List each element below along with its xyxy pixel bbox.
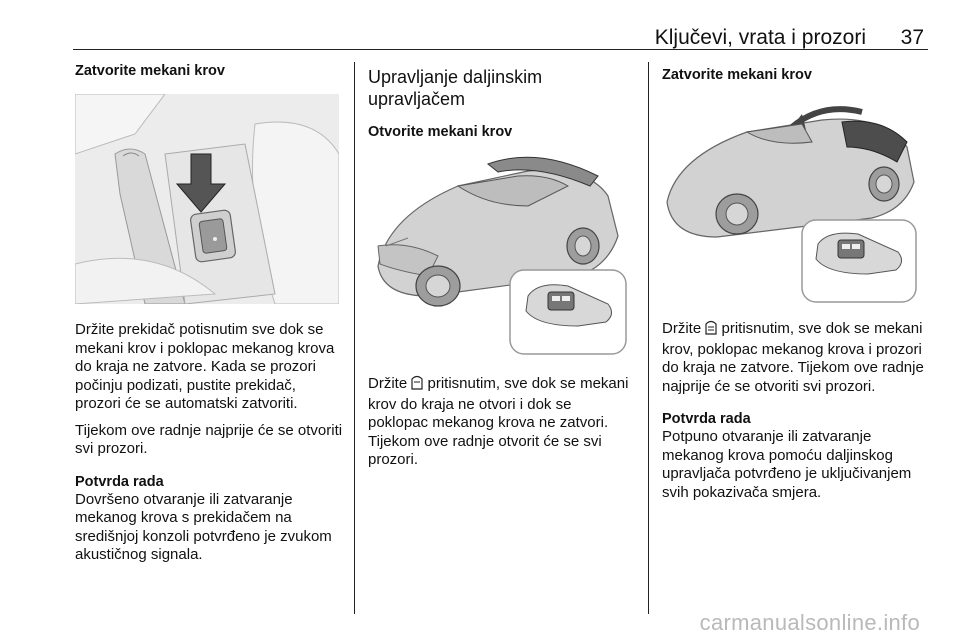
column-left-text <box>75 321 343 565</box>
paragraph <box>662 319 928 396</box>
roof-open-icon <box>411 374 423 396</box>
page-number: 37 <box>900 26 924 49</box>
roof-close-icon <box>705 319 717 341</box>
paragraph-text: Držite <box>368 375 408 392</box>
column-right-text <box>662 319 928 502</box>
column-divider-1 <box>354 62 355 614</box>
chapter-title: Ključevi, vrata i prozori <box>654 26 866 49</box>
paragraph: Dovršeno otvaranje ili zatvaranje mekanog krova s prekidačem na središnjoj konzoli potvrđeno je zvukom akustičnog signala. <box>75 490 332 563</box>
column-divider-2 <box>648 62 649 614</box>
section-heading: upravljačem <box>368 89 466 109</box>
subheading: Potvrda rada <box>662 411 751 427</box>
subheading: Potvrda rada <box>75 473 164 490</box>
paragraph-text: pritisnutim, sve dok se mekani krov, poklopac mekanog krova i prozori do kraja ne zatvore. Tijekom ove radnje najprije će se otvoriti svi prozori. <box>662 320 924 395</box>
column-middle <box>368 66 634 141</box>
paragraph: Potpuno otvaranje ili zatvaranje mekanog krova pomoću daljinskog upravljača potvrđeno je uključivanjem svih pokazivača smjera. <box>662 428 912 501</box>
section-heading: Upravljanje daljinskim <box>368 67 543 87</box>
header-divider <box>73 49 928 50</box>
section-heading: Zatvorite mekani krov <box>662 67 812 83</box>
page-header <box>73 0 928 50</box>
column-left <box>75 62 343 80</box>
paragraph <box>368 374 634 470</box>
car-roof-open-illustration <box>368 146 634 356</box>
paragraph-text: Držite <box>662 320 702 337</box>
paragraph: Tijekom ove radnje najprije će se otvoriti svi prozori. <box>75 421 343 457</box>
column-middle-text <box>368 374 634 470</box>
column-right <box>662 66 928 84</box>
console-switch-illustration <box>75 94 339 304</box>
subheading: Otvorite mekani krov <box>368 124 513 140</box>
car-roof-close-illustration <box>662 92 928 306</box>
paragraph: Držite prekidač potisnutim sve dok se mekani krov i poklopac mekanog krova do kraja ne zatvore. Kada se prozori počinju podizati, pustite prekidač, prozori će se automatski zatvoriti. <box>75 321 335 412</box>
watermark: carmanualsonline.info <box>699 610 920 635</box>
section-heading: Zatvorite mekani krov <box>75 63 225 79</box>
paragraph-text: pritisnutim, sve dok se mekani krov do kraja ne otvori i dok se poklopac mekanog krova ne zatvori. Tijekom ove radnje otvorit će se svi prozori. <box>368 375 629 468</box>
